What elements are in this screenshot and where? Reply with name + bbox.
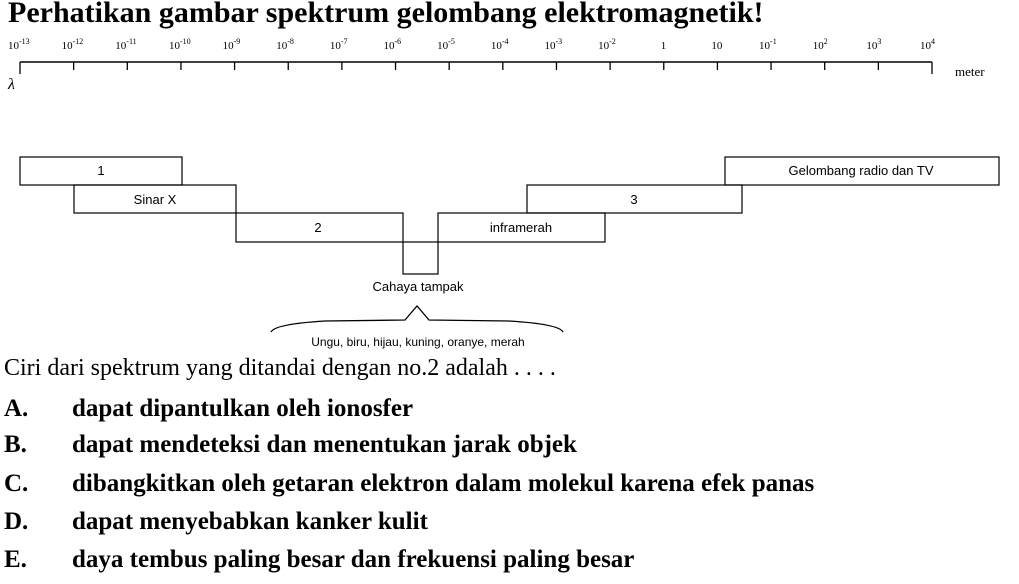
visible-light-label: Cahaya tampak: [372, 279, 464, 294]
wavelength-tick-labels: [8, 37, 935, 52]
option-letter: D.: [4, 508, 29, 535]
band-2-label: 2: [314, 220, 322, 235]
option-text: dibangkitkan oleh getaran elektron dalam molekul karena efek panas: [72, 470, 815, 497]
visible-colors-label: Ungu, biru, hijau, kuning, oranye, merah: [311, 335, 525, 349]
tick-label: $10^{-1}$: [759, 37, 777, 52]
question-text: Ciri dari spektrum yang ditandai dengan no.2 adalah . . . .: [4, 355, 556, 381]
tick-label: 10: [711, 40, 723, 52]
tick-label: $10^{-13}$: [8, 37, 30, 52]
option-letter: C.: [4, 470, 29, 497]
visible-light-box: [403, 242, 438, 274]
tick-label: $10^{-7}$: [329, 37, 348, 52]
radio-tv-label: Gelombang radio dan TV: [788, 163, 934, 178]
tick-label: 1: [660, 40, 667, 52]
tick-label: $10^{-10}$: [168, 37, 191, 52]
tick-label: $10^{-5}$: [437, 37, 455, 52]
tick-label: $10^3$: [866, 37, 882, 52]
inframerah-label: inframerah: [489, 220, 553, 235]
option-text: dapat mendeteksi dan menentukan jarak objek: [72, 431, 577, 458]
option-letter: B.: [4, 431, 27, 458]
sinar-x-label: Sinar X: [133, 192, 177, 207]
tick-label: $10^{-12}$: [61, 37, 84, 52]
tick-label: $10^{-11}$: [115, 37, 137, 52]
tick-label: $10^{-4}$: [490, 37, 509, 52]
wavelength-tick-marks: [20, 62, 932, 74]
tick-label: $10^4$: [920, 37, 935, 52]
band-1-label: 1: [97, 163, 105, 178]
option-text: daya tembus paling besar dan frekuensi paling besar: [72, 546, 635, 573]
option-letter: E.: [4, 546, 27, 573]
unit-label: meter: [955, 64, 985, 79]
option-text: dapat dipantulkan oleh ionosfer: [72, 395, 414, 422]
tick-label: $10^{-3}$: [544, 37, 563, 52]
tick-label: $10^{-2}$: [598, 37, 616, 52]
option-letter: A.: [4, 395, 29, 422]
tick-label: $10^{-6}$: [383, 37, 402, 52]
page-title: Perhatikan gambar spektrum gelombang elektromagnetik!: [8, 0, 764, 29]
tick-label: $10^{-8}$: [276, 37, 294, 52]
lambda-symbol: λ: [8, 76, 15, 93]
band-3-label: 3: [630, 192, 638, 207]
tick-label: $10^2$: [812, 37, 828, 52]
option-text: dapat menyebabkan kanker kulit: [72, 508, 428, 535]
visible-brace: [271, 306, 563, 332]
tick-label: $10^{-9}$: [222, 37, 241, 52]
